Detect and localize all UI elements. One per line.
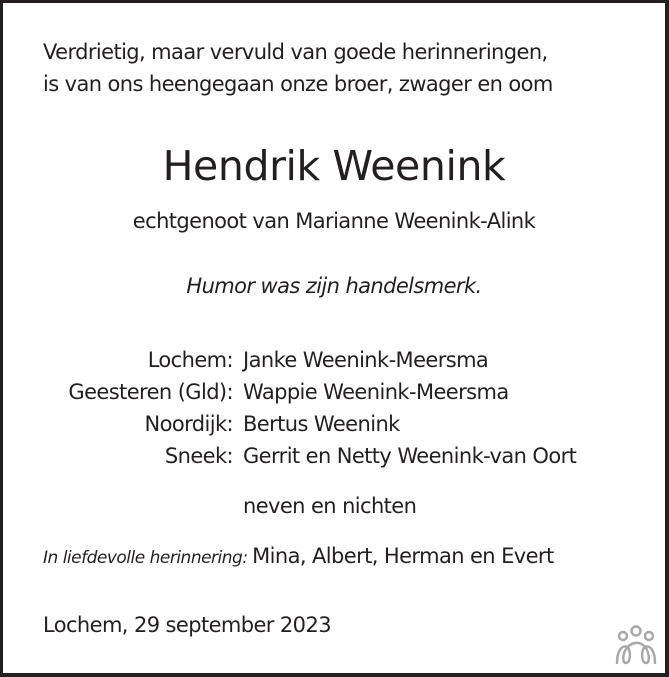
place-date: Lochem, 29 september 2023	[43, 613, 331, 637]
relative-place: Geesteren (Gld):	[68, 380, 233, 404]
relative-names: Wappie Weenink-Meersma	[243, 380, 509, 404]
intro-line-1: Verdrietig, maar vervuld van goede herinneringen,	[43, 40, 548, 64]
relatives-list	[3, 344, 665, 472]
extended-family: neven en nichten	[243, 494, 417, 518]
relative-names: Janke Weenink-Meersma	[243, 348, 489, 372]
motto: Humor was zijn handelsmerk.	[186, 274, 482, 298]
spouse-line: echtgenoot van Marianne Weenink-Alink	[132, 209, 536, 233]
deceased-name: Hendrik Weenink	[162, 142, 506, 190]
intro-line-2: is van ons heengegaan onze broer, zwager en oom	[43, 72, 553, 96]
relative-row	[3, 408, 665, 440]
memory-prefix: In liefdevolle herinnering:	[43, 548, 248, 568]
relative-row	[3, 440, 665, 472]
memory-names: Mina, Albert, Herman en Evert	[252, 544, 554, 568]
memory-line	[43, 540, 554, 574]
relative-place: Lochem:	[147, 348, 233, 372]
relative-names: Gerrit en Netty Weenink-van Oort	[243, 444, 577, 468]
family-people-icon	[613, 623, 659, 669]
relative-names: Bertus Weenink	[243, 412, 400, 436]
relative-place: Sneek:	[164, 444, 233, 468]
intro-text	[43, 36, 553, 100]
relative-row	[3, 344, 665, 376]
relative-place: Noordijk:	[144, 412, 233, 436]
relative-row	[3, 376, 665, 408]
